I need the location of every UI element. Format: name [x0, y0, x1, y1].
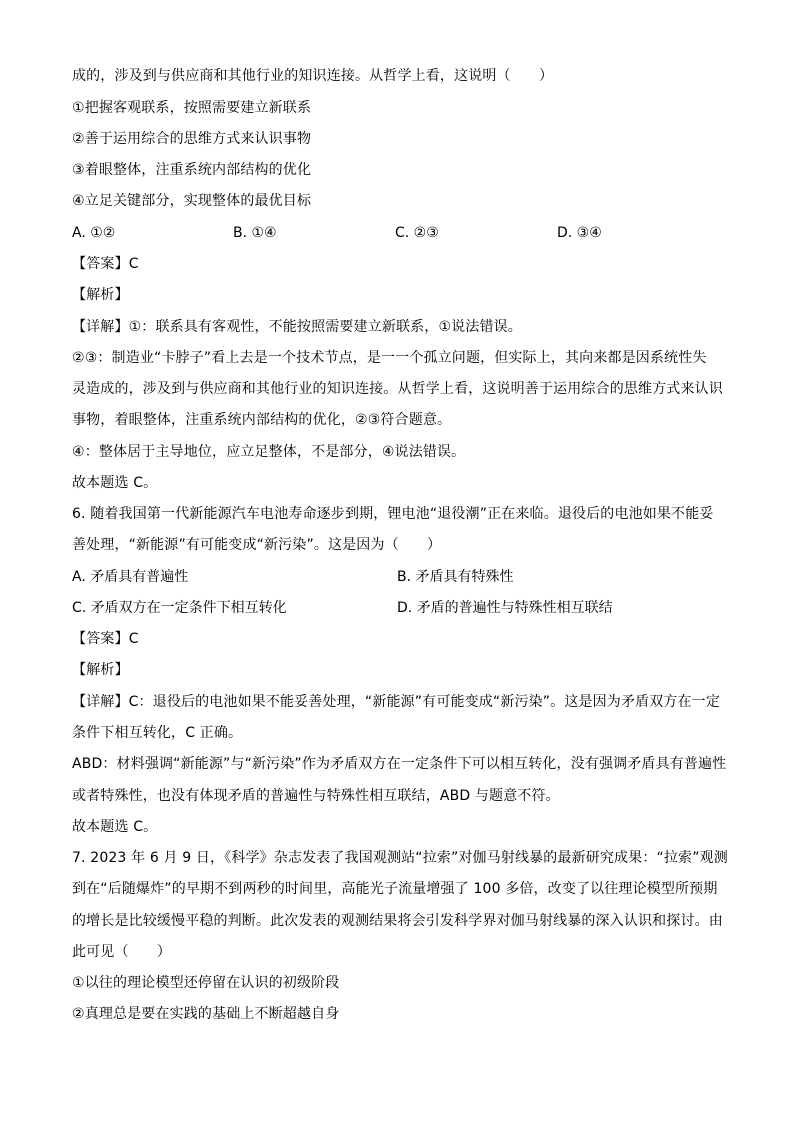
q7-statement-2: ②真理总是要在实践的基础上不断超越自身 — [72, 1006, 340, 1022]
q6-detail-line-2: 条件下相互转化，C 正确。 — [72, 725, 243, 741]
q6-answer: 【答案】C — [72, 631, 139, 647]
q7-stem-line-1: 7. 2023 年 6 月 9 日，《科学》杂志发表了我国观测站“拉索”对伽马射线暴的最新研究成果：“拉索”观测 — [72, 850, 728, 866]
q6-stem-line-2: 善处理，“新能源”有可能变成“新污染”。这是因为（ ） — [72, 537, 442, 553]
q5-option-d: D. ③④ — [557, 225, 602, 241]
q6-analysis-label: 【解析】 — [72, 662, 129, 678]
q6-option-c: C. 矛盾双方在一定条件下相互转化 — [72, 600, 287, 616]
q5-option-b: B. ①④ — [233, 225, 277, 241]
q6-conclusion: 故本题选 C。 — [72, 819, 158, 835]
q5-option-a: A. ①② — [72, 225, 116, 241]
q6-option-b: B. 矛盾具有特殊性 — [397, 569, 514, 585]
q5-option-c: C. ②③ — [395, 225, 439, 241]
q7-stem-line-2: 到在“后随爆炸”的早期不到两秒的时间里，高能光子流量增强了 100 多倍，改变了以往理论模型所预期 — [72, 881, 718, 897]
q7-stem-line-3: 的增长是比较缓慢平稳的判断。此次发表的观测结果将会引发科学界对伽马射线暴的深入认识和探讨。由 — [72, 913, 723, 929]
q5-detail-line-5: ④：整体居于主导地位，应立足整体，不是部分，④说法错误。 — [72, 444, 466, 460]
q5-stem-line: 成的，涉及到与供应商和其他行业的知识连接。从哲学上看，这说明（ ） — [72, 68, 554, 84]
q6-detail-line-4: 或者特殊性，也没有体现矛盾的普遍性与特殊性相互联结，ABD 与题意不符。 — [72, 788, 560, 804]
q5-analysis-label: 【解析】 — [72, 287, 129, 303]
q6-option-d: D. 矛盾的普遍性与特殊性相互联结 — [397, 600, 613, 616]
q6-option-a: A. 矛盾具有普遍性 — [72, 569, 189, 585]
q5-detail-line-2: ②③：制造业“卡脖子”看上去是一个技术节点，是一一个孤立问题，但实际上，其向来都是因系统性失 — [72, 350, 707, 366]
q7-statement-1: ①以往的理论模型还停留在认识的初级阶段 — [72, 975, 340, 991]
q5-detail-line-3: 灵造成的，涉及到与供应商和其他行业的知识连接。从哲学上看，这说明善于运用综合的思维方式来认识 — [72, 381, 723, 397]
q5-detail-line-1: 【详解】①：联系具有客观性，不能按照需要建立新联系，①说法错误。 — [72, 319, 522, 335]
q7-stem-line-4: 此可见（ ） — [72, 944, 172, 960]
q6-detail-line-3: ABD：材料强调“新能源”与“新污染”作为矛盾双方在一定条件下可以相互转化，没有强调矛盾具有普遍性 — [72, 756, 727, 772]
q5-statement-4: ④立足关键部分，实现整体的最优目标 — [72, 193, 312, 209]
q5-answer: 【答案】C — [72, 256, 139, 272]
q5-detail-line-4: 事物，着眼整体，注重系统内部结构的优化，②③符合题意。 — [72, 412, 452, 428]
q5-statement-3: ③着眼整体，注重系统内部结构的优化 — [72, 162, 312, 178]
q5-statement-1: ①把握客观联系，按照需要建立新联系 — [72, 100, 312, 116]
q5-statement-2: ②善于运用综合的思维方式来认识事物 — [72, 131, 312, 147]
q6-detail-line-1: 【详解】C：退役后的电池如果不能妥善处理，“新能源”有可能变成“新污染”。这是因为矛盾双方在一定 — [72, 694, 720, 710]
q6-stem-line-1: 6. 随着我国第一代新能源汽车电池寿命逐步到期，锂电池“退役潮”正在来临。退役后的电池如果不能妥 — [72, 506, 714, 522]
q5-conclusion: 故本题选 C。 — [72, 475, 158, 491]
